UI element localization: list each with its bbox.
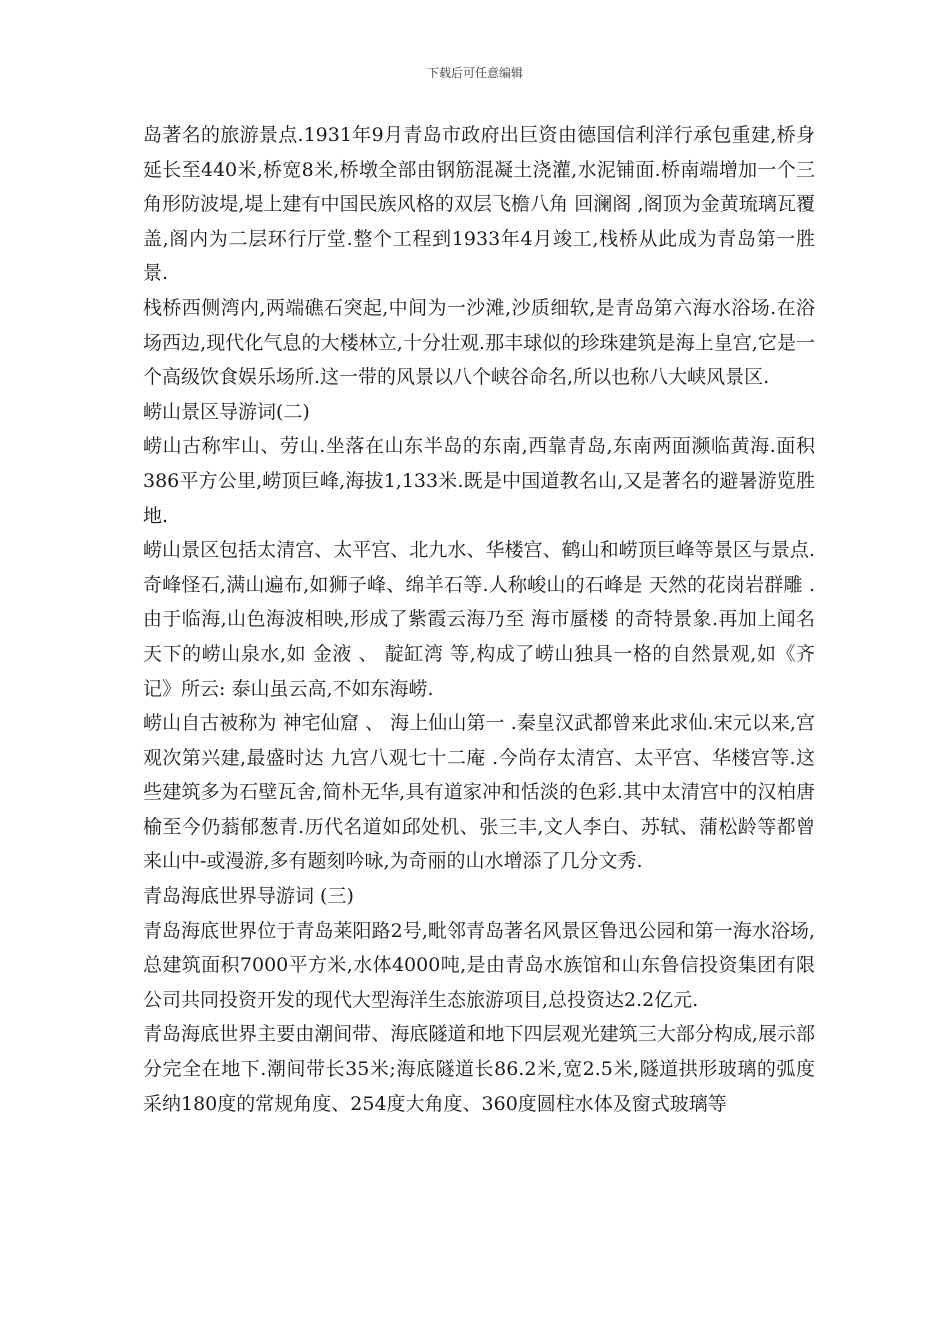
paragraph-underwater-world-structure: 青岛海底世界主要由潮间带、海底隧道和地下四层观光建筑三大部分构成,展示部分完全在地下.潮间带长35米;海底隧道长86.2米,宽2.5米,隧道拱形玻璃的弧度采纳180度的常规角度、254度大角度、360度圆柱水体及窗式玻璃等 [143,1023,815,1115]
page-header-note: 下载后可任意编辑 [426,66,523,80]
paragraph-laoshan-taoism: 崂山自古被称为 神宅仙窟 、 海上仙山第一 .秦皇汉武都曾来此求仙.宋元以来,宫观次第兴建,最盛时达 九宫八观七十二庵 .今尚存太清宫、太平宫、华楼宫等.这些建筑多为石壁瓦舍,简朴无华,具有道家冲和恬淡的色彩.其中太清宫中的汉柏唐榆至今仍蓊郁葱青.历代名道如邱处机、张三丰,文人李白、苏轼、蒲松龄等都曾来山中-或漫游,多有题刻吟咏,为奇丽的山水增添了几分文秀. [143,712,815,873]
paragraph-zhanqiao-history: 岛著名的旅游景点.1931年9月青岛市政府出巨资由德国信利洋行承包重建,桥身延长至440米,桥宽8米,桥墩全部由钢筋混凝土浇灌,水泥铺面.桥南端增加一个三角形防波堤,堤上建有中国民族风格的双层飞檐八角 回澜阁 ,阁顶为金黄琉璃瓦覆盖,阁内为二层环行厅堂.整个工程到1933年4月竣工,栈桥从此成为青岛第一胜景. [143,124,815,285]
section-heading-laoshan: 崂山景区导游词(二) [143,400,310,423]
section-heading-underwater-world: 青岛海底世界导游词 (三) [143,885,354,908]
paragraph-underwater-world-intro: 青岛海底世界位于青岛莱阳路2号,毗邻青岛著名风景区鲁迅公园和第一海水浴场,总建筑面积7000平方米,水体4000吨,是由青岛水族馆和山东鲁信投资集团有限公司共同投资开发的现代大型海洋生态旅游项目,总投资达2.2亿元. [143,919,815,1011]
paragraph-laoshan-scenery: 崂山景区包括太清宫、太平宫、北九水、华楼宫、鹤山和崂顶巨峰等景区与景点.奇峰怪石,满山遍布,如狮子峰、绵羊石等.人称峻山的石峰是 天然的花岗岩群雕 .由于临海,山色海波相映,形成了紫霞云海乃至 海市蜃楼 的奇特景象.再加上闻名天下的崂山泉水,如 金液 、 靛缸湾 等,构成了崂山独具一格的自然景观,如《齐记》所云: 泰山虽云高,不如东海崂. [143,539,815,700]
paragraph-zhanqiao-beach: 栈桥西侧湾内,两端礁石突起,中间为一沙滩,沙质细软,是青岛第六海水浴场.在浴场西边,现代化气息的大楼林立,十分壮观.那丰球似的珍珠建筑是海上皇宫,它是一个高级饮食娱乐场所.这一带的风景以八个峡谷命名,所以也称八大峡风景区. [143,296,815,389]
paragraph-laoshan-intro: 崂山古称牢山、劳山.坐落在山东半岛的东南,西靠青岛,东南两面濒临黄海.面积386平方公里,崂顶巨峰,海拔1,133米.既是中国道教名山,又是著名的避暑游览胜地. [143,435,815,527]
document-body [143,118,815,1121]
